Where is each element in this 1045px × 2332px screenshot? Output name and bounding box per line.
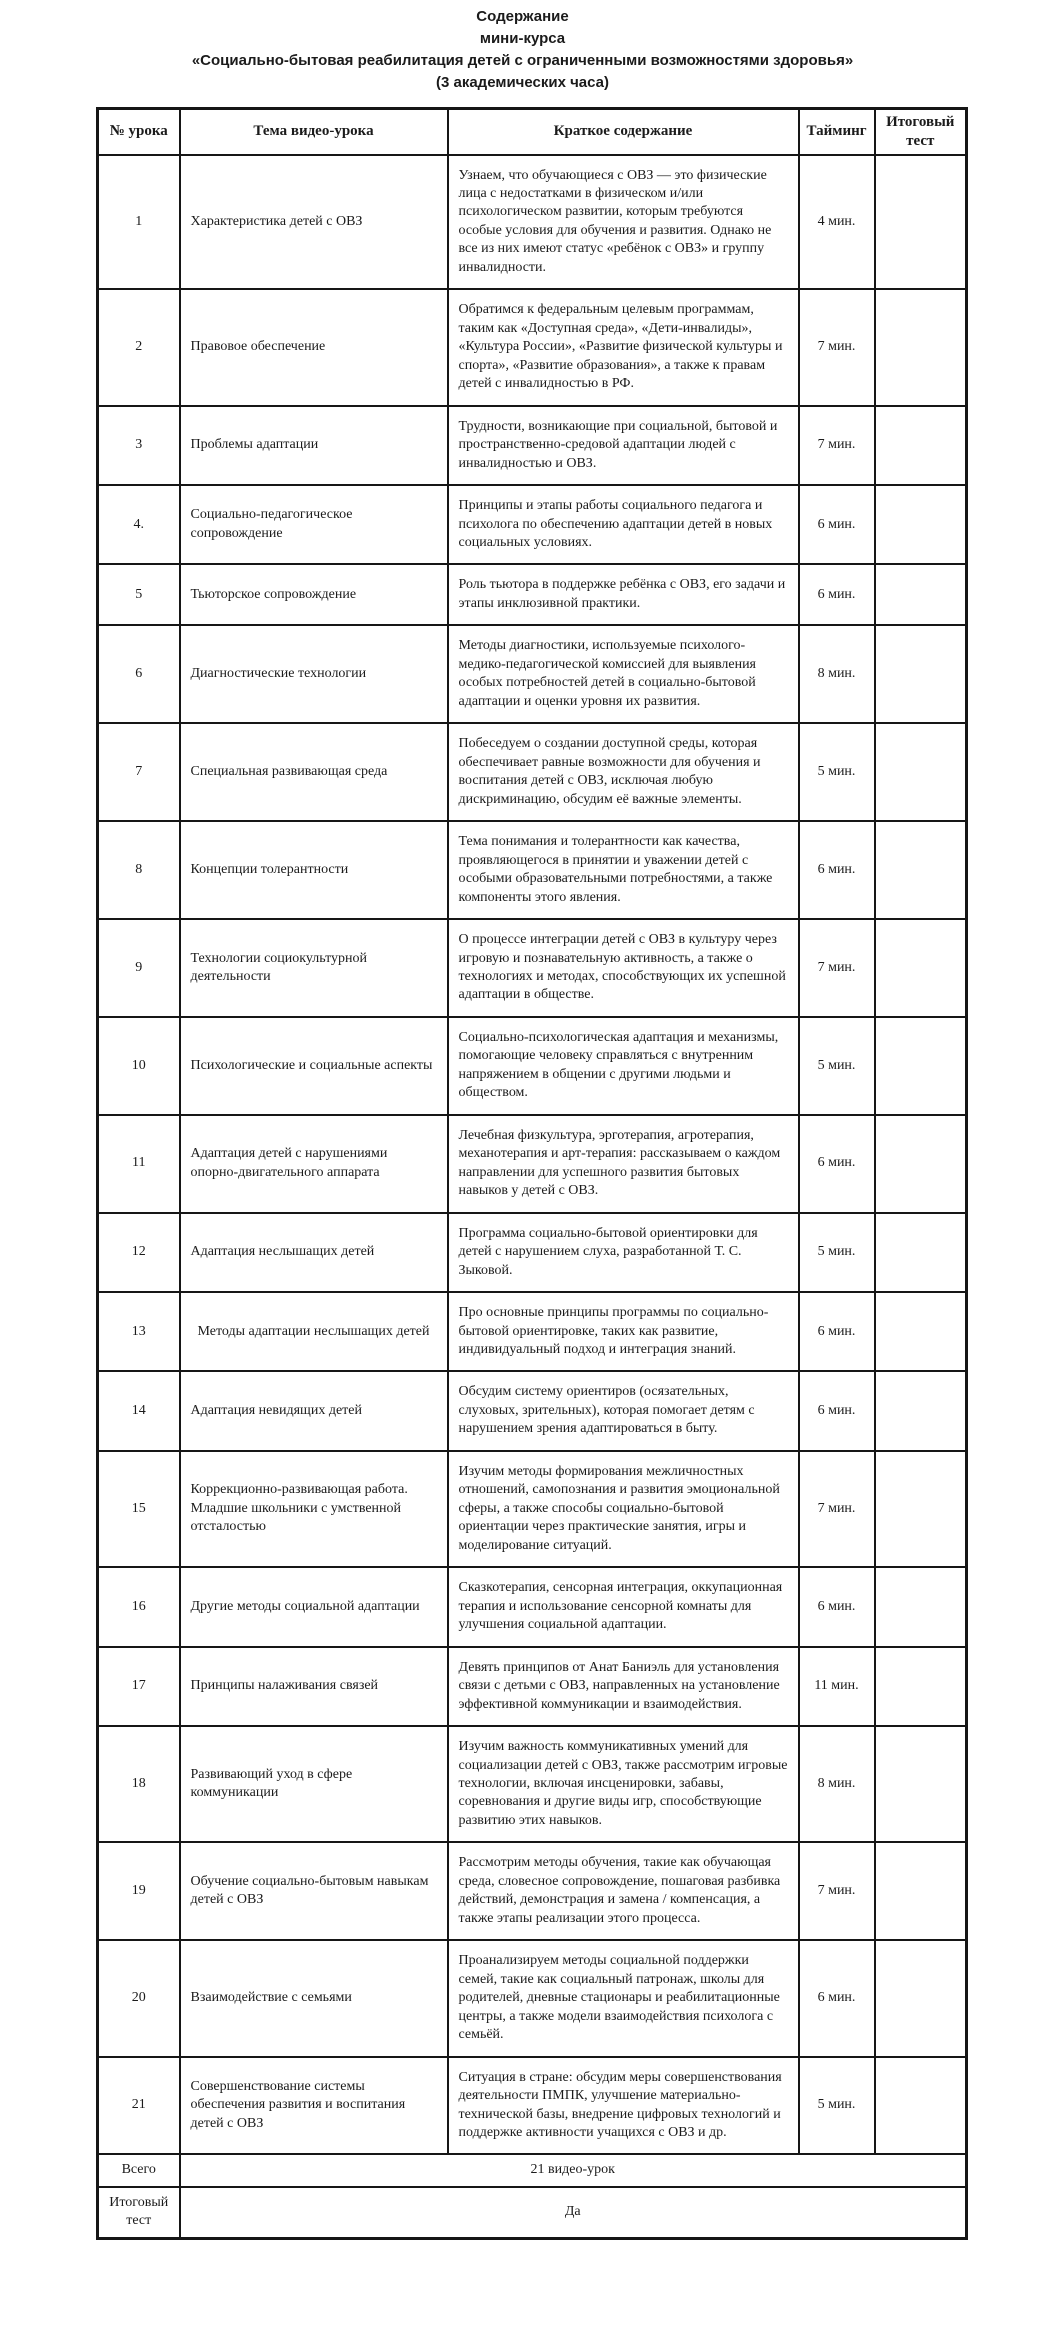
lesson-timing: 5 мин. xyxy=(799,1213,875,1292)
lesson-number: 20 xyxy=(98,1940,180,2056)
lesson-row xyxy=(98,1842,967,1940)
lesson-summary: Сказкотерапия, сенсорная интеграция, оккупационная терапия и использование сенсорной комнаты для улучшения социальной адаптации. xyxy=(448,1567,799,1646)
lesson-summary: Принципы и этапы работы социального педагога и психолога по обеспечению адаптации детей в новых социальных условиях. xyxy=(448,485,799,564)
lesson-final-test-cell xyxy=(875,289,967,405)
lesson-timing: 6 мин. xyxy=(799,1371,875,1450)
lesson-final-test-cell xyxy=(875,155,967,290)
lesson-summary: Узнаем, что обучающиеся с ОВЗ — это физические лица с недостатками в физическом и/или психологическом развитии, которым требуются особые условия для обучения и развития. Однако не все из них имеют статус «ребёнок с ОВЗ» и группу инвалидности. xyxy=(448,155,799,290)
lesson-number: 11 xyxy=(98,1115,180,1213)
lesson-timing: 4 мин. xyxy=(799,155,875,290)
lesson-row xyxy=(98,821,967,919)
lesson-topic: Взаимодействие с семьями xyxy=(180,1940,448,2056)
lesson-timing: 7 мин. xyxy=(799,406,875,485)
lesson-timing: 7 мин. xyxy=(799,919,875,1017)
lesson-summary: Обсудим систему ориентиров (осязательных, слуховых, зрительных), которая помогает детям с нарушением зрения адаптироваться в быту. xyxy=(448,1371,799,1450)
lesson-number: 7 xyxy=(98,723,180,821)
table-header-row xyxy=(98,109,967,155)
final-test-label: Итоговый тест xyxy=(98,2187,180,2238)
lesson-row xyxy=(98,2057,967,2155)
lesson-rows-body xyxy=(98,155,967,2155)
lesson-topic: Концепции толерантности xyxy=(180,821,448,919)
lesson-summary: О процессе интеграции детей с ОВЗ в культуру через игровую и познавательную активность, а также о технологиях и методах, способствующих их успешной адаптации в обществе. xyxy=(448,919,799,1017)
lesson-number: 9 xyxy=(98,919,180,1017)
lesson-timing: 6 мин. xyxy=(799,821,875,919)
lesson-timing: 5 мин. xyxy=(799,723,875,821)
lesson-summary: Методы диагностики, используемые психолого-медико-педагогической комиссией для выявления особых потребностей детей в социально-бытовой адаптации и оценки уровня их развития. xyxy=(448,625,799,723)
lesson-topic: Другие методы социальной адаптации xyxy=(180,1567,448,1646)
lesson-final-test-cell xyxy=(875,1726,967,1842)
lesson-row xyxy=(98,1726,967,1842)
lesson-final-test-cell xyxy=(875,1292,967,1371)
lesson-number: 18 xyxy=(98,1726,180,1842)
lesson-timing: 7 мин. xyxy=(799,1451,875,1567)
lesson-topic: Совершенствование системы обеспечения развития и воспитания детей с ОВЗ xyxy=(180,2057,448,2155)
lesson-summary: Лечебная физкультура, эрготерапия, агротерапия, механотерапия и арт-терапия: рассказываем о каждом направлении для успешного развития бытовых навыков у детей с ОВЗ. xyxy=(448,1115,799,1213)
lesson-summary: Рассмотрим методы обучения, такие как обучающая среда, словесное сопровождение, пошаговая разбивка действий, демонстрация и замена / компенсация, а также этапы реализации этого процесса. xyxy=(448,1842,799,1940)
lesson-summary: Программа социально-бытовой ориентировки для детей с нарушением слуха, разработанной Т. С. Зыковой. xyxy=(448,1213,799,1292)
total-row xyxy=(98,2154,967,2186)
lesson-final-test-cell xyxy=(875,1940,967,2056)
lesson-timing: 6 мин. xyxy=(799,1115,875,1213)
lesson-topic: Правовое обеспечение xyxy=(180,289,448,405)
lesson-final-test-cell xyxy=(875,1842,967,1940)
lesson-final-test-cell xyxy=(875,406,967,485)
lesson-row xyxy=(98,406,967,485)
lesson-timing: 8 мин. xyxy=(799,625,875,723)
lesson-summary: Девять принципов от Анат Баниэль для установления связи с детьми с ОВЗ, направленных на установление эффективной коммуникации и взаимодействия. xyxy=(448,1647,799,1726)
lesson-final-test-cell xyxy=(875,821,967,919)
header-lesson-summary: Краткое содержание xyxy=(448,109,799,155)
lesson-timing: 6 мин. xyxy=(799,564,875,625)
lesson-timing: 11 мин. xyxy=(799,1647,875,1726)
lesson-topic: Специальная развивающая среда xyxy=(180,723,448,821)
lesson-row xyxy=(98,1451,967,1567)
lesson-topic: Принципы налаживания связей xyxy=(180,1647,448,1726)
lesson-timing: 6 мин. xyxy=(799,1567,875,1646)
lesson-final-test-cell xyxy=(875,1017,967,1115)
header-lesson-timing: Тайминг xyxy=(799,109,875,155)
lesson-timing: 6 мин. xyxy=(799,1940,875,2056)
lesson-final-test-cell xyxy=(875,2057,967,2155)
lesson-number: 10 xyxy=(98,1017,180,1115)
lesson-summary: Побеседуем о создании доступной среды, которая обеспечивает равные возможности для обучения и воспитания детей с ОВЗ, исключая любую дискриминацию, обсудим её важные элементы. xyxy=(448,723,799,821)
lesson-final-test-cell xyxy=(875,1213,967,1292)
lesson-topic: Адаптация неслышащих детей xyxy=(180,1213,448,1292)
lesson-row xyxy=(98,1371,967,1450)
lesson-number: 17 xyxy=(98,1647,180,1726)
lesson-summary: Обратимся к федеральным целевым программам, таким как «Доступная среда», «Дети-инвалиды», «Культура России», «Развитие физической культуры и спорта», «Развитие образования», а также к правам детей с инвалидностью в РФ. xyxy=(448,289,799,405)
lesson-topic: Технологии социокультурной деятельности xyxy=(180,919,448,1017)
lesson-topic: Развивающий уход в сфере коммуникации xyxy=(180,1726,448,1842)
lesson-number: 15 xyxy=(98,1451,180,1567)
lesson-topic: Диагностические технологии xyxy=(180,625,448,723)
header-lesson-number: № урока xyxy=(98,109,180,155)
lesson-summary: Тема понимания и толерантности как качества, проявляющегося в принятии и уважении детей с особыми образовательными потребностями, а также компоненты этого явления. xyxy=(448,821,799,919)
lesson-number: 19 xyxy=(98,1842,180,1940)
lesson-number: 2 xyxy=(98,289,180,405)
lesson-number: 1 xyxy=(98,155,180,290)
lesson-summary: Ситуация в стране: обсудим меры совершенствования деятельности ПМПК, улучшение материально-технической базы, внедрение цифровых технологий и поддержке активности учащихся с ОВЗ и др. xyxy=(448,2057,799,2155)
lesson-final-test-cell xyxy=(875,564,967,625)
lesson-number: 5 xyxy=(98,564,180,625)
lesson-topic: Социально-педагогическое сопровождение xyxy=(180,485,448,564)
lesson-topic: Адаптация невидящих детей xyxy=(180,1371,448,1450)
lesson-row xyxy=(98,723,967,821)
lesson-timing: 8 мин. xyxy=(799,1726,875,1842)
course-contents-table xyxy=(96,107,968,2240)
lesson-timing: 6 мин. xyxy=(799,485,875,564)
lesson-row xyxy=(98,564,967,625)
lesson-topic: Характеристика детей с ОВЗ xyxy=(180,155,448,290)
lesson-timing: 7 мин. xyxy=(799,289,875,405)
lesson-row xyxy=(98,485,967,564)
lesson-number: 12 xyxy=(98,1213,180,1292)
lesson-row xyxy=(98,1647,967,1726)
lesson-row xyxy=(98,155,967,290)
lesson-final-test-cell xyxy=(875,625,967,723)
lesson-timing: 5 мин. xyxy=(799,2057,875,2155)
lesson-row xyxy=(98,1017,967,1115)
lesson-topic: Обучение социально-бытовым навыкам детей с ОВЗ xyxy=(180,1842,448,1940)
lesson-summary: Про основные принципы программы по социально-бытовой ориентировке, таких как развитие, индивидуальный подход и интеграция знаний. xyxy=(448,1292,799,1371)
document-title-block xyxy=(0,0,1045,94)
lesson-final-test-cell xyxy=(875,485,967,564)
lesson-topic: Проблемы адаптации xyxy=(180,406,448,485)
lesson-row xyxy=(98,1940,967,2056)
lesson-final-test-cell xyxy=(875,1567,967,1646)
lesson-row xyxy=(98,1567,967,1646)
lesson-summary: Проанализируем методы социальной поддержки семей, такие как социальный патронаж, школы для родителей, дневные стационары и реабилитационные центры, а также модели взаимодействия психолога с семьёй. xyxy=(448,1940,799,2056)
lesson-number: 6 xyxy=(98,625,180,723)
lesson-final-test-cell xyxy=(875,1451,967,1567)
title-course-hours: (3 академических часа) xyxy=(435,74,610,91)
lesson-number: 16 xyxy=(98,1567,180,1646)
lesson-number: 21 xyxy=(98,2057,180,2155)
lesson-timing: 7 мин. xyxy=(799,1842,875,1940)
lesson-number: 4. xyxy=(98,485,180,564)
lesson-summary: Трудности, возникающие при социальной, бытовой и пространственно-средовой адаптации людей с инвалидностью и ОВЗ. xyxy=(448,406,799,485)
final-test-value: Да xyxy=(180,2187,967,2238)
lesson-topic: Психологические и социальные аспекты xyxy=(180,1017,448,1115)
lesson-number: 3 xyxy=(98,406,180,485)
lesson-row xyxy=(98,289,967,405)
lesson-row xyxy=(98,919,967,1017)
total-value: 21 видео-урок xyxy=(180,2154,967,2186)
title-course-name: «Социально-бытовая реабилитация детей с ограниченными возможностями здоровья» xyxy=(191,52,854,69)
lesson-final-test-cell xyxy=(875,1647,967,1726)
lesson-number: 14 xyxy=(98,1371,180,1450)
lesson-summary: Изучим важность коммуникативных умений для социализации детей с ОВЗ, также рассмотрим игровые технологии, включая инсценировки, забавы, соревнования и другие виды игр, способствующие развитию этих навыков. xyxy=(448,1726,799,1842)
lesson-timing: 6 мин. xyxy=(799,1292,875,1371)
lesson-timing: 5 мин. xyxy=(799,1017,875,1115)
lesson-topic: Тьюторское сопровождение xyxy=(180,564,448,625)
total-label: Всего xyxy=(98,2154,180,2186)
lesson-final-test-cell xyxy=(875,1115,967,1213)
table-footer-body xyxy=(98,2154,967,2238)
lesson-topic: Методы адаптации неслышащих детей xyxy=(180,1292,448,1371)
lesson-row xyxy=(98,1292,967,1371)
lesson-final-test-cell xyxy=(875,1371,967,1450)
lesson-topic: Адаптация детей с нарушениями опорно-двигательного аппарата xyxy=(180,1115,448,1213)
lesson-final-test-cell xyxy=(875,919,967,1017)
title-contents: Содержание xyxy=(476,8,569,25)
lesson-number: 13 xyxy=(98,1292,180,1371)
lesson-row xyxy=(98,1115,967,1213)
lesson-summary: Роль тьютора в поддержке ребёнка с ОВЗ, его задачи и этапы инклюзивной практики. xyxy=(448,564,799,625)
title-mini-course: мини-курса xyxy=(479,30,566,47)
lesson-summary: Изучим методы формирования межличностных отношений, самопознания и развития эмоциональной сферы, а также способы социально-бытовой ориентации через практические занятия, игры и моделирование ситуаций. xyxy=(448,1451,799,1567)
lesson-topic: Коррекционно-развивающая работа. Младшие школьники с умственной отсталостью xyxy=(180,1451,448,1567)
final-test-row xyxy=(98,2187,967,2238)
lesson-summary: Социально-психологическая адаптация и механизмы, помогающие человеку справляться с внутренним напряжением в общении с другими людьми и обществом. xyxy=(448,1017,799,1115)
header-lesson-topic: Тема видео-урока xyxy=(180,109,448,155)
lesson-row xyxy=(98,625,967,723)
lesson-number: 8 xyxy=(98,821,180,919)
lesson-row xyxy=(98,1213,967,1292)
lesson-final-test-cell xyxy=(875,723,967,821)
header-final-test: Итоговый тест xyxy=(875,109,967,155)
